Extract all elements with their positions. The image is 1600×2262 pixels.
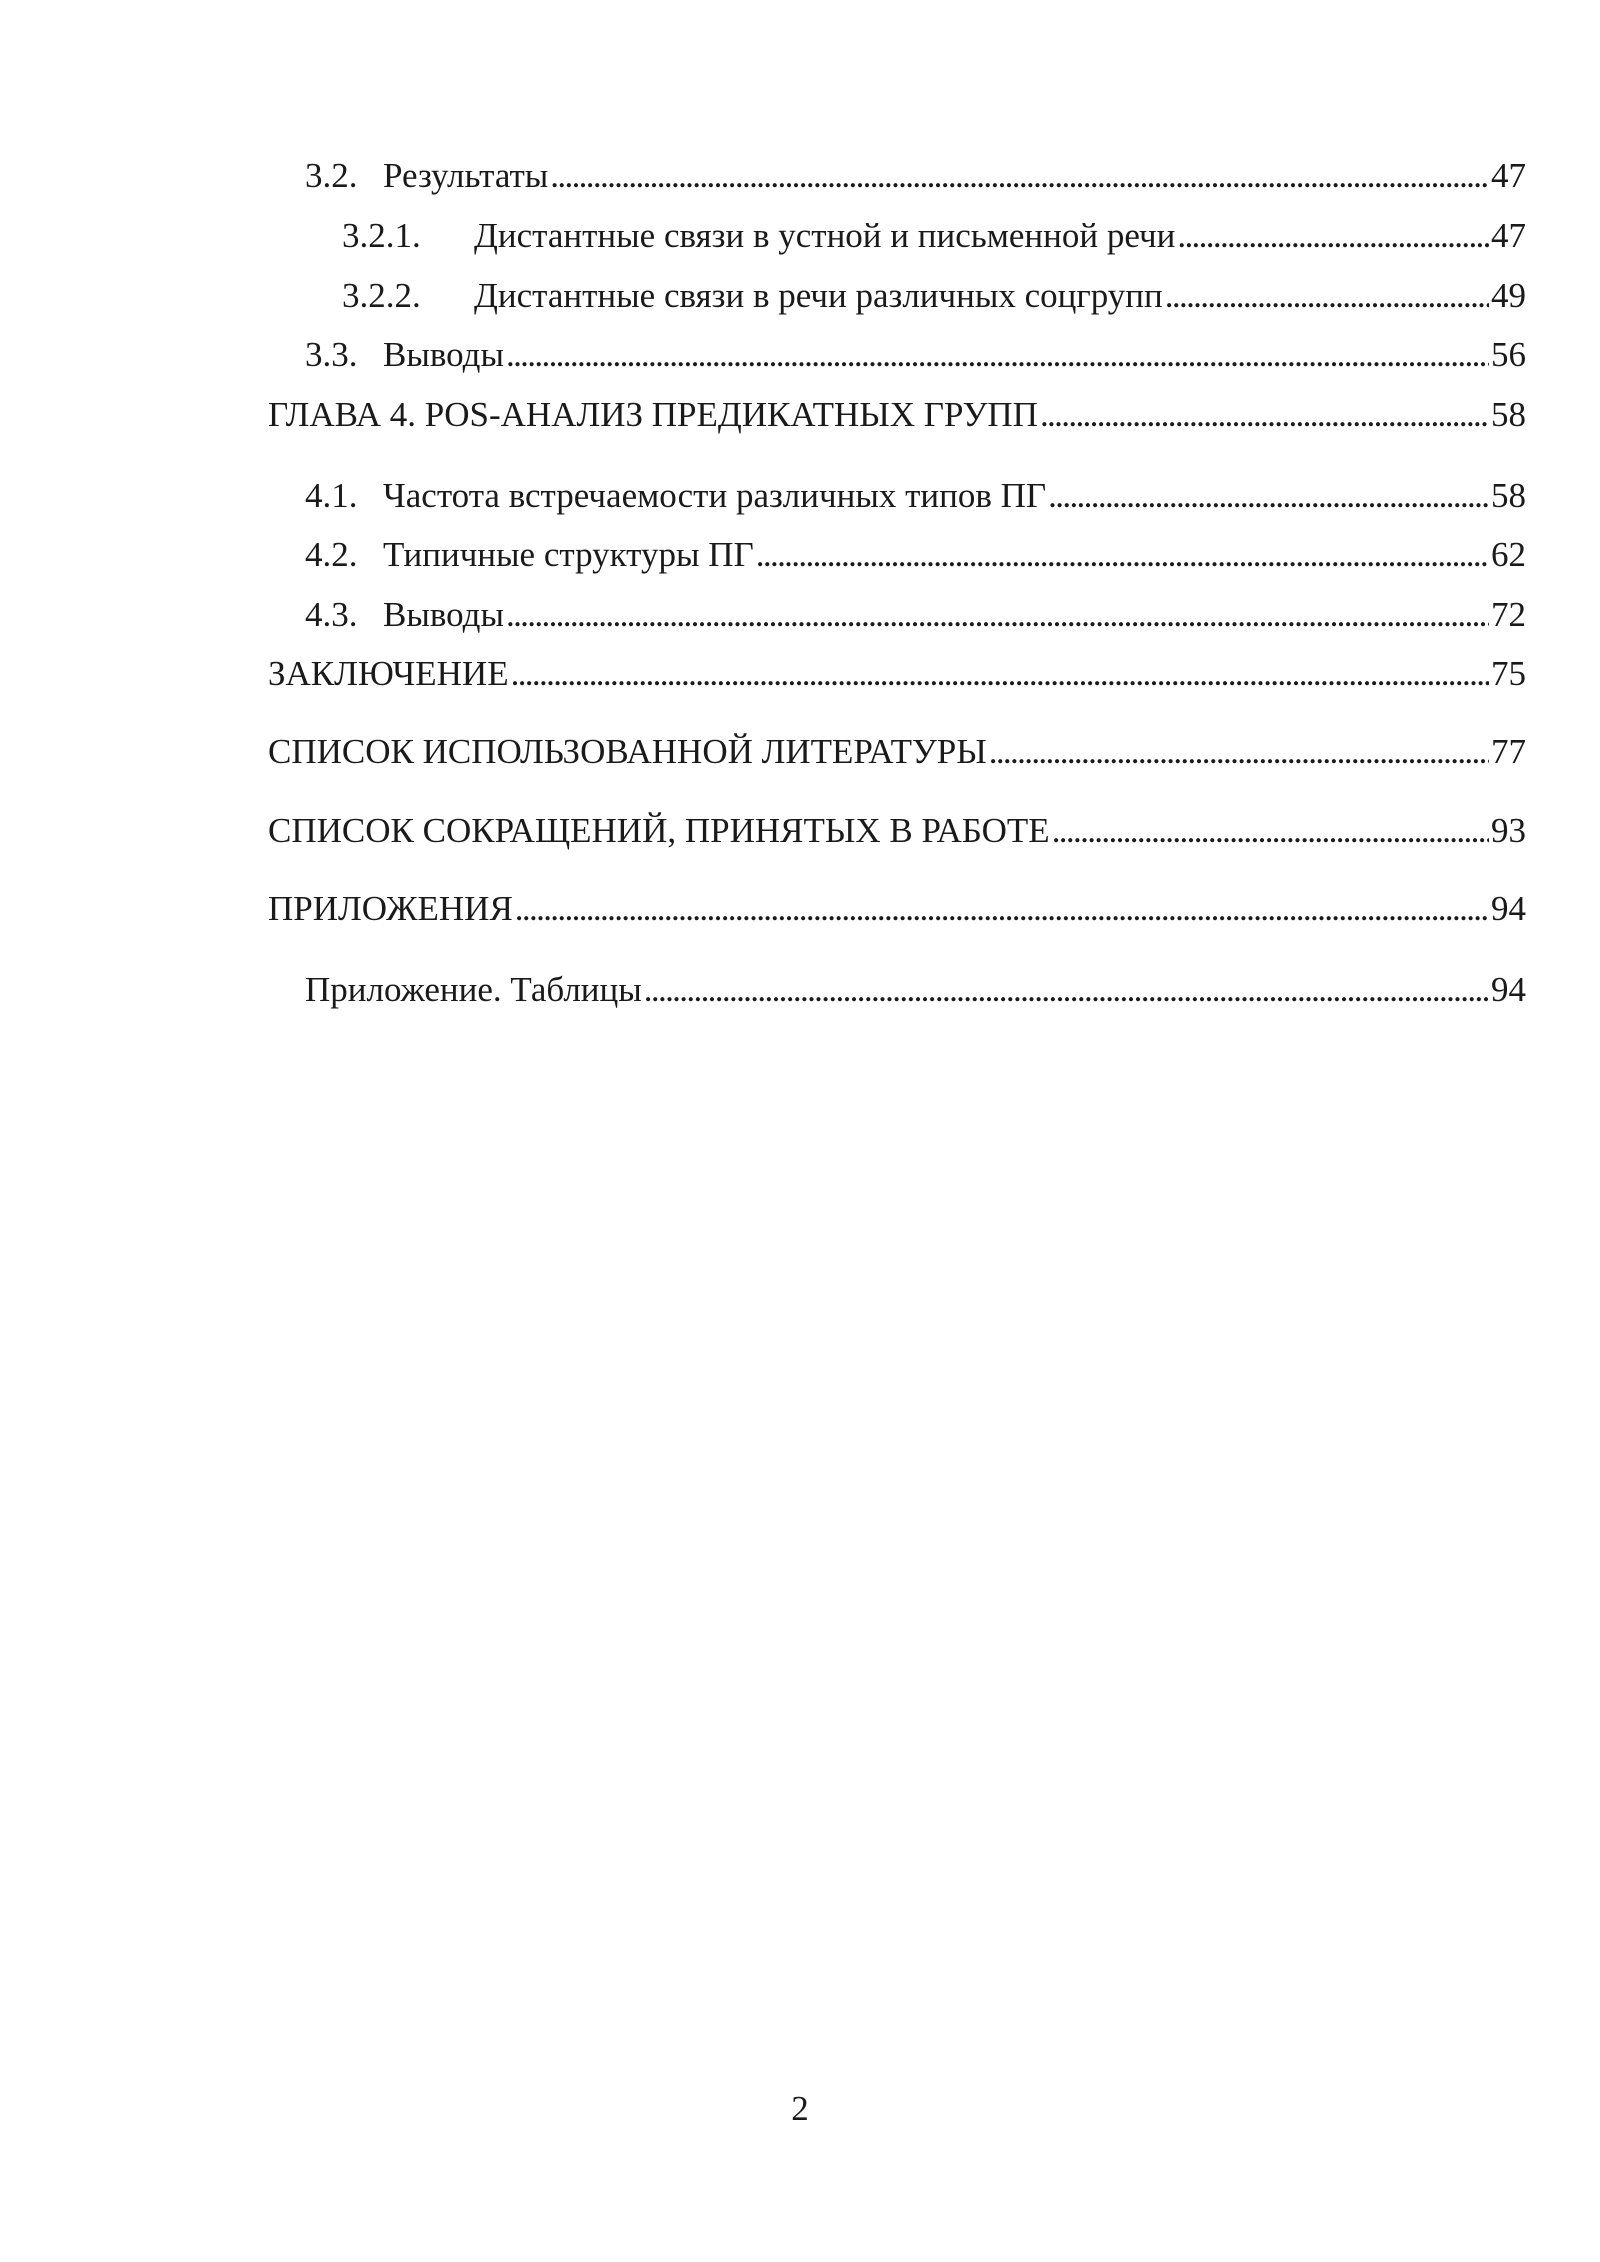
toc-entry[interactable]	[268, 152, 1526, 200]
toc-entry-title: СПИСОК ИСПОЛЬЗОВАННОЙ ЛИТЕРАТУРЫ	[268, 732, 987, 771]
toc-entry[interactable]	[268, 966, 1526, 1014]
toc-entry[interactable]	[268, 531, 1526, 579]
toc-entry[interactable]	[268, 331, 1526, 379]
toc-entry-page: 62	[1491, 535, 1526, 574]
toc-entry[interactable]	[268, 885, 1526, 933]
toc-entry-title: СПИСОК СОКРАЩЕНИЙ, ПРИНЯТЫХ В РАБОТЕ	[268, 811, 1050, 850]
toc-entry-number: 3.3.	[305, 335, 358, 374]
toc-entry-title: Результаты	[383, 156, 549, 195]
toc-entry-page: 47	[1491, 216, 1526, 255]
toc-entry[interactable]	[268, 212, 1526, 260]
dot-leader	[506, 331, 1489, 379]
toc-entry-page: 72	[1491, 595, 1526, 634]
toc-entry[interactable]	[268, 728, 1526, 776]
toc-entry-page: 94	[1491, 970, 1526, 1009]
toc-entry-page: 94	[1491, 889, 1526, 928]
toc-entry-title: Дистантные связи в речи различных соцгрупп	[474, 276, 1163, 315]
dot-leader	[644, 966, 1489, 1014]
toc-entry-title: Приложение. Таблицы	[305, 970, 642, 1009]
toc-entry-title: Дистантные связи в устной и письменной речи	[474, 216, 1176, 255]
toc-entry[interactable]	[268, 391, 1526, 439]
toc-entry[interactable]	[268, 807, 1526, 855]
toc-entry[interactable]	[268, 272, 1526, 320]
toc-entry-title: Выводы	[383, 335, 504, 374]
toc-entry[interactable]	[268, 591, 1526, 639]
dot-leader	[515, 885, 1489, 933]
toc-entry-number: 4.3.	[305, 595, 358, 634]
toc-entry[interactable]	[268, 472, 1526, 520]
toc-entry-number: 4.2.	[305, 535, 358, 574]
dot-leader	[1040, 391, 1489, 439]
toc-entry-page: 77	[1491, 732, 1526, 771]
dot-leader	[506, 591, 1489, 639]
toc-entry-title: ЗАКЛЮЧЕНИЕ	[268, 654, 509, 693]
toc-entry-page: 47	[1491, 156, 1526, 195]
toc-entry-title: Типичные структуры ПГ	[383, 535, 754, 574]
dot-leader	[1165, 272, 1489, 320]
toc-entry-number: 3.2.1.	[342, 216, 421, 255]
page-number: 2	[791, 2089, 809, 2128]
toc-entry[interactable]	[268, 650, 1526, 698]
toc-entry-number: 3.2.2.	[342, 276, 421, 315]
dot-leader	[511, 650, 1489, 698]
toc-entry-page: 75	[1491, 654, 1526, 693]
toc-entry-page: 49	[1491, 276, 1526, 315]
toc-entry-page: 58	[1491, 395, 1526, 434]
dot-leader	[1052, 807, 1489, 855]
toc-entry-page: 58	[1491, 476, 1526, 515]
dot-leader	[1177, 212, 1489, 260]
toc-entry-title: ГЛАВА 4. POS-АНАЛИЗ ПРЕДИКАТНЫХ ГРУПП	[268, 395, 1038, 434]
toc-entry-page: 93	[1491, 811, 1526, 850]
toc-entry-page: 56	[1491, 335, 1526, 374]
toc-entry-title: Выводы	[383, 595, 504, 634]
toc-entry-number: 4.1.	[305, 476, 358, 515]
toc-entry-title: Частота встречаемости различных типов ПГ	[383, 476, 1047, 515]
dot-leader	[756, 531, 1489, 579]
dot-leader	[1048, 472, 1489, 520]
toc-entry-number: 3.2.	[305, 156, 358, 195]
dot-leader	[550, 152, 1489, 200]
dot-leader	[989, 728, 1489, 776]
toc-entry-title: ПРИЛОЖЕНИЯ	[268, 889, 513, 928]
